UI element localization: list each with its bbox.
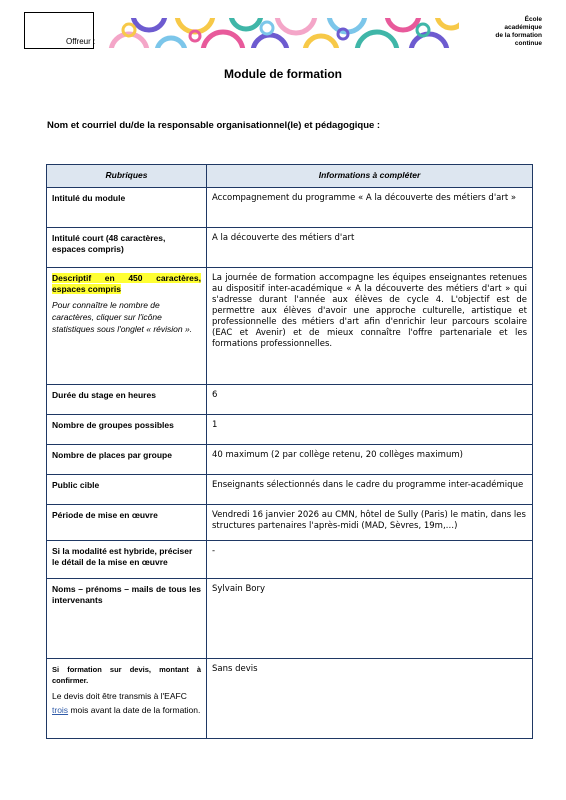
devis-label: Si formation sur devis, montant à confirmer. [52,665,201,685]
table-row [47,505,533,541]
row-value-duree[interactable]: 6 [207,385,533,415]
row-label: Intitulé du module [47,188,207,228]
offreur-label: Offreur : [66,37,96,46]
ecole-line: de la formation [495,32,542,39]
table-row [47,445,533,475]
table-row [47,385,533,415]
table-row [47,268,533,385]
row-value-public[interactable]: Enseignants sélectionnés dans le cadre du programme inter-académique [207,475,533,505]
row-label: Si la modalité est hybride, préciser le détail de la mise en œuvre [47,541,207,579]
ecole-line: continue [514,40,542,47]
row-value-periode[interactable]: Vendredi 16 janvier 2026 au CMN, hôtel de Sully (Paris) le matin, dans les structures partenaires l'après-midi (MAD, Sèvres, 19m,…) [207,505,533,541]
devis-note [52,689,201,717]
header-rubriques: Rubriques [47,165,207,188]
ecole-logo-text [432,16,542,48]
devis-label-cell [47,659,207,739]
row-label: Nombre de groupes possibles [47,415,207,445]
table-row [47,228,533,268]
row-label: Durée du stage en heures [47,385,207,415]
row-label: Intitulé court (48 caractères, espaces compris) [47,228,207,268]
table-header-row [47,165,533,188]
ecole-line: École [524,16,542,23]
row-value-modalite[interactable]: - [207,541,533,579]
table-row [47,475,533,505]
table-row [47,415,533,445]
page-title: Module de formation [224,67,342,81]
descriptif-label: Descriptif en 450 caractères, espaces compris [52,273,201,294]
module-form-table [46,164,533,739]
row-value-descriptif[interactable]: La journée de formation accompagne les équipes enseignantes retenues au dispositif inter-académique « A la découverte des métiers d'art » qui s'adresse durant l'année aux élèves de cycle 4. L'objectif est de permettre aux élèves d'avoir une approche culturelle, artistique et professionnelle des métiers d'art afin d'enrichir leur parcours scolaire (EAC et Avenir) et de mieux connaître l'offre partenariale et les formations professionnelles. [207,268,533,385]
row-value-places[interactable]: 40 maximum (2 par collège retenu, 20 collèges maximum) [207,445,533,475]
descriptif-note: Pour connaître le nombre de caractères, cliquer sur l'icône statistiques sous l'onglet « révision ». [52,300,193,334]
row-value-intervenants[interactable]: Sylvain Bory [207,579,533,659]
responsable-label: Nom et courriel du/de la responsable organisationnel(le) et pédagogique : [47,120,381,131]
row-label: Public cible [47,475,207,505]
row-value-intitule[interactable]: Accompagnement du programme « A la découverte des métiers d'art » [207,188,533,228]
row-value-intitule-court[interactable]: A la découverte des métiers d'art [207,228,533,268]
table-row [47,579,533,659]
row-label: Noms – prénoms – mails de tous les intervenants [47,579,207,659]
decorative-banner [107,18,459,48]
row-value-devis[interactable]: Sans devis [207,659,533,739]
header-informations: Informations à compléter [207,165,533,188]
devis-note-link[interactable]: trois [52,705,69,715]
table-row [47,188,533,228]
devis-note-before: Le devis doit être transmis à l'EAFC [52,691,187,701]
table-row [47,541,533,579]
table-row [47,659,533,739]
devis-note-after: mois avant la date de la formation. [70,705,201,715]
row-label: Nombre de places par groupe [47,445,207,475]
row-label: Période de mise en œuvre [47,505,207,541]
descriptif-label-cell [47,268,207,385]
row-value-groupes[interactable]: 1 [207,415,533,445]
ecole-line: académique [504,24,542,31]
